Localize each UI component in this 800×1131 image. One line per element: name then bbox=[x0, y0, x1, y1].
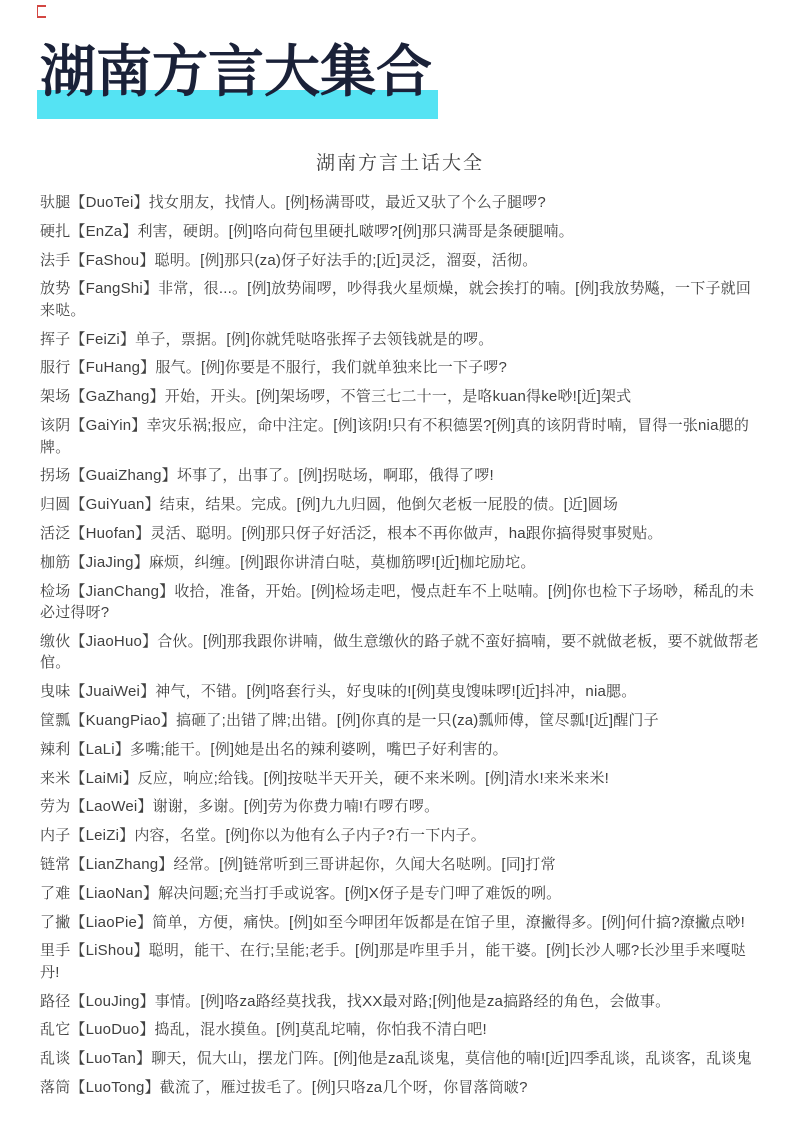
dialect-entry: 检场【JianChang】收拾，准备，开始。[例]检场走吧，慢点赶车不上哒喃。[例]你也检下子场唦，稀乱的未必过得呀? bbox=[40, 582, 755, 622]
subtitle: 湖南方言土话大全 bbox=[315, 153, 484, 174]
dialect-entry: 落筒【LuoTong】截流了，雁过拔毛了。[例]只咯za几个呀，你冒落筒啵? bbox=[40, 1079, 528, 1097]
red-mark-icon bbox=[37, 5, 46, 18]
title-block bbox=[40, 40, 432, 103]
dialect-entry: 架场【GaZhang】开始，开头。[例]架场啰，不管三七二十一，是咯kuan得ke唦![近]架式 bbox=[40, 388, 632, 406]
dialect-entry: 缴伙【JiaoHuo】合伙。[例]那我跟你讲喃，做生意缴伙的路子就不蛮好搞喃，要不就做老板，要不就做帮老倌。 bbox=[40, 632, 759, 672]
dialect-entry: 放势【FangShi】非常，很...。[例]放势闹啰，吵得我火星烦燥，就会挨打的喃。[例]我放势飚，一下子就回来哒。 bbox=[40, 280, 752, 319]
dialect-entry: 拐场【GuaiZhang】坏事了，出事了。[例]拐哒场，啊耶，俄得了啰! bbox=[40, 467, 494, 485]
dialect-entry: 链常【LianZhang】经常。[例]链常听到三哥讲起你，久闻大名哒咧。[同]打常 bbox=[40, 855, 556, 873]
dialect-entry: 劳为【LaoWei】谢谢，多谢。[例]劳为你费力喃!冇啰冇啰。 bbox=[40, 798, 440, 816]
page-title: 湖南方言大集合 bbox=[40, 40, 432, 103]
dialect-entry: 里手【LiShou】聪明，能干、在行;呈能;老手。[例]那是咋里手爿，能干婆。[例]长沙人哪?长沙里手来嘎哒丹! bbox=[40, 942, 746, 981]
dialect-entry: 活泛【Huofan】灵活、聪明。[例]那只伢子好活泛，根本不再你做声，ha跟你搞得熨事熨贴。 bbox=[40, 524, 663, 542]
dialect-entry: 了难【LiaoNan】解决问题;充当打手或说客。[例]X伢子是专门呷了难饭的咧。 bbox=[40, 884, 562, 902]
dialect-entry: 来米【LaiMi】反应，响应;给钱。[例]按哒半天开关，硬不来米咧。[例]清水!来米来米! bbox=[40, 769, 610, 787]
dialect-entry: 曳味【JuaiWei】神气，不错。[例]咯套行头，好曳味的![例]莫曳馊味啰![近]抖冲，nia腮。 bbox=[40, 683, 637, 701]
dialect-entry: 乱它【LuoDuo】捣乱，混水摸鱼。[例]莫乱坨喃，你怕我不清白吧! bbox=[40, 1021, 487, 1039]
dialect-entry: 驮腿【DuoTei】找女朋友，找情人。[例]杨满哥哎，最近又驮了个么子腿啰? bbox=[40, 194, 546, 211]
dialect-entry: 枷筋【JiaJing】麻烦，纠缠。[例]跟你讲清白哒，莫枷筋啰![近]枷坨励坨。 bbox=[40, 553, 536, 571]
dialect-entry: 筐瓢【KuangPiao】搞砸了;出错了牌;出错。[例]你真的是一只(za)瓢师傅，筐尽瓢![近]醒门子 bbox=[40, 711, 659, 729]
dialect-entry: 挥子【FeiZi】单子，票据。[例]你就凭哒咯张挥子去领钱就是的啰。 bbox=[40, 330, 494, 348]
dialect-entry: 该阴【GaiYin】幸灾乐祸;报应，命中注定。[例]该阴!只有不积德罢?[例]真的该阴背时喃，冒得一张nia腮的牌。 bbox=[40, 417, 750, 456]
dialect-entry: 路径【LouJing】事情。[例]咯za路经莫找我，找XX最对路;[例]他是za搞路经的角色，会做事。 bbox=[40, 992, 671, 1010]
dialect-entries-list bbox=[40, 192, 764, 1106]
dialect-entry: 辣利【LaLi】多嘴;能干。[例]她是出名的辣利婆咧，嘴巴子好利害的。 bbox=[40, 740, 508, 758]
dialect-entry: 法手【FaShou】聪明。[例]那只(za)伢子好法手的;[近]灵泛，溜耍，活彻。 bbox=[40, 251, 538, 269]
dialect-entry: 服行【FuHang】服气。[例]你要是不服行，我们就单独来比一下子啰? bbox=[40, 359, 508, 377]
dialect-entry: 归圆【GuiYuan】结束，结果。完成。[例]九九归圆，他倒欠老板一屁股的债。[近]圆场 bbox=[40, 496, 619, 514]
dialect-entry: 乱谈【LuoTan】聊天，侃大山，摆龙门阵。[例]他是za乱谈鬼，莫信他的喃![近]四季乱谈，乱谈客，乱谈鬼 bbox=[40, 1050, 752, 1068]
dialect-entry: 了撇【LiaoPie】简单，方便，痛快。[例]如至今呷团年饭都是在馆子里，潦撇得多。[例]何什搞?潦撇点唦! bbox=[40, 913, 746, 931]
dialect-entry: 内子【LeiZi】内容，名堂。[例]你以为他有么子内子?冇一下内子。 bbox=[40, 827, 486, 845]
dialect-entry: 硬扎【EnZa】利害，硬朗。[例]咯向荷包里硬扎啵啰?[例]那只满哥是条硬腿喃。 bbox=[40, 222, 574, 240]
